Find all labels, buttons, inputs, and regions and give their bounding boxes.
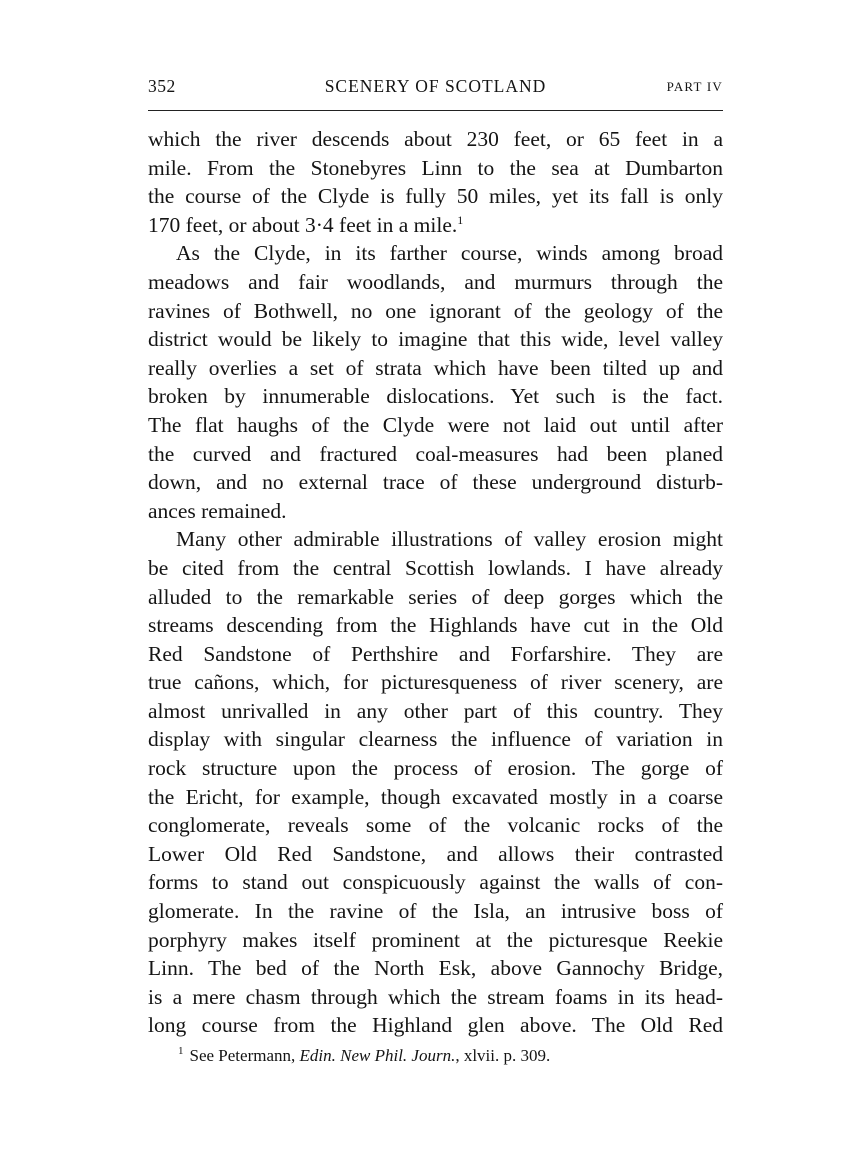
- text-line: rock structure upon the process of erosion. The gorge of: [148, 756, 723, 781]
- running-head: [148, 76, 723, 102]
- text-line-content: 170 feet, or about 3·4 feet in a mile.: [148, 212, 458, 237]
- running-title: SCENERY OF SCOTLAND: [324, 76, 547, 96]
- text-line: Many other admirable illustrations of valley erosion might: [176, 527, 723, 552]
- header-rule: [148, 110, 723, 111]
- text-line: ances remained.: [148, 498, 287, 523]
- footnote-journal: Edin. New Phil. Journ.: [299, 1046, 456, 1065]
- text-line: district would be likely to imagine that this wide, level valley: [148, 327, 723, 352]
- page-number: 352: [148, 76, 176, 96]
- text-line: As the Clyde, in its farther course, winds among broad: [176, 241, 723, 266]
- text-line: display with singular clearness the influence of variation in: [148, 727, 723, 752]
- paragraph-3: [148, 525, 723, 1040]
- text-line: almost unrivalled in any other part of this country. They: [148, 698, 723, 723]
- text-line: streams descending from the Highlands have cut in the Old: [148, 613, 723, 638]
- text-line: porphyry makes itself prominent at the picturesque Reekie: [148, 927, 723, 952]
- book-page: [148, 0, 723, 1150]
- paragraph-2: [148, 239, 723, 525]
- text-line: really overlies a set of strata which have been tilted up and: [148, 355, 723, 380]
- text-line: Lower Old Red Sandstone, and allows their contrasted: [148, 841, 723, 866]
- text-line: Linn. The bed of the North Esk, above Gannochy Bridge,: [148, 956, 723, 981]
- text-line: The flat haughs of the Clyde were not laid out until after: [148, 412, 723, 437]
- footnote-number: 1: [178, 1045, 184, 1058]
- text-line: glomerate. In the ravine of the Isla, an intrusive boss of: [148, 899, 723, 924]
- text-line: the curved and fractured coal-measures had been planed: [148, 441, 723, 466]
- text-line: be cited from the central Scottish lowlands. I have already: [148, 555, 723, 580]
- body-text: [148, 125, 723, 1040]
- text-line: meadows and fair woodlands, and murmurs through the: [148, 269, 723, 294]
- text-line: ravines of Bothwell, no one ignorant of the geology of the: [148, 298, 723, 323]
- text-line: true cañons, which, for picturesqueness of river scenery, are: [148, 670, 723, 695]
- text-line: forms to stand out conspicuously against the walls of con-: [148, 870, 723, 895]
- text-line: which the river descends about 230 feet, or 65 feet in a: [148, 127, 723, 151]
- footnote: [178, 1045, 550, 1067]
- text-line: long course from the Highland glen above. The Old Red: [148, 1013, 723, 1038]
- text-line: alluded to the remarkable series of deep gorges which the: [148, 584, 723, 609]
- text-line: broken by innumerable dislocations. Yet such is the fact.: [148, 384, 723, 409]
- text-line: Red Sandstone of Perthshire and Forfarshire. They are: [148, 641, 723, 666]
- text-line: [148, 211, 723, 240]
- footnote-prefix: See Petermann,: [189, 1046, 300, 1065]
- paragraph-1: [148, 125, 723, 239]
- text-line: the Ericht, for example, though excavated mostly in a coarse: [148, 784, 723, 809]
- footnote-ref: 1: [457, 212, 464, 227]
- text-line: conglomerate, reveals some of the volcanic rocks of the: [148, 813, 723, 838]
- text-line: is a mere chasm through which the stream foams in its head-: [148, 984, 723, 1009]
- part-label: PART IV: [666, 79, 723, 94]
- text-line: down, and no external trace of these underground disturb-: [148, 470, 723, 495]
- text-line: the course of the Clyde is fully 50 miles, yet its fall is only: [148, 184, 723, 209]
- text-line: mile. From the Stonebyres Linn to the sea at Dumbarton: [148, 155, 723, 180]
- footnote-suffix: , xlvii. p. 309.: [455, 1046, 551, 1065]
